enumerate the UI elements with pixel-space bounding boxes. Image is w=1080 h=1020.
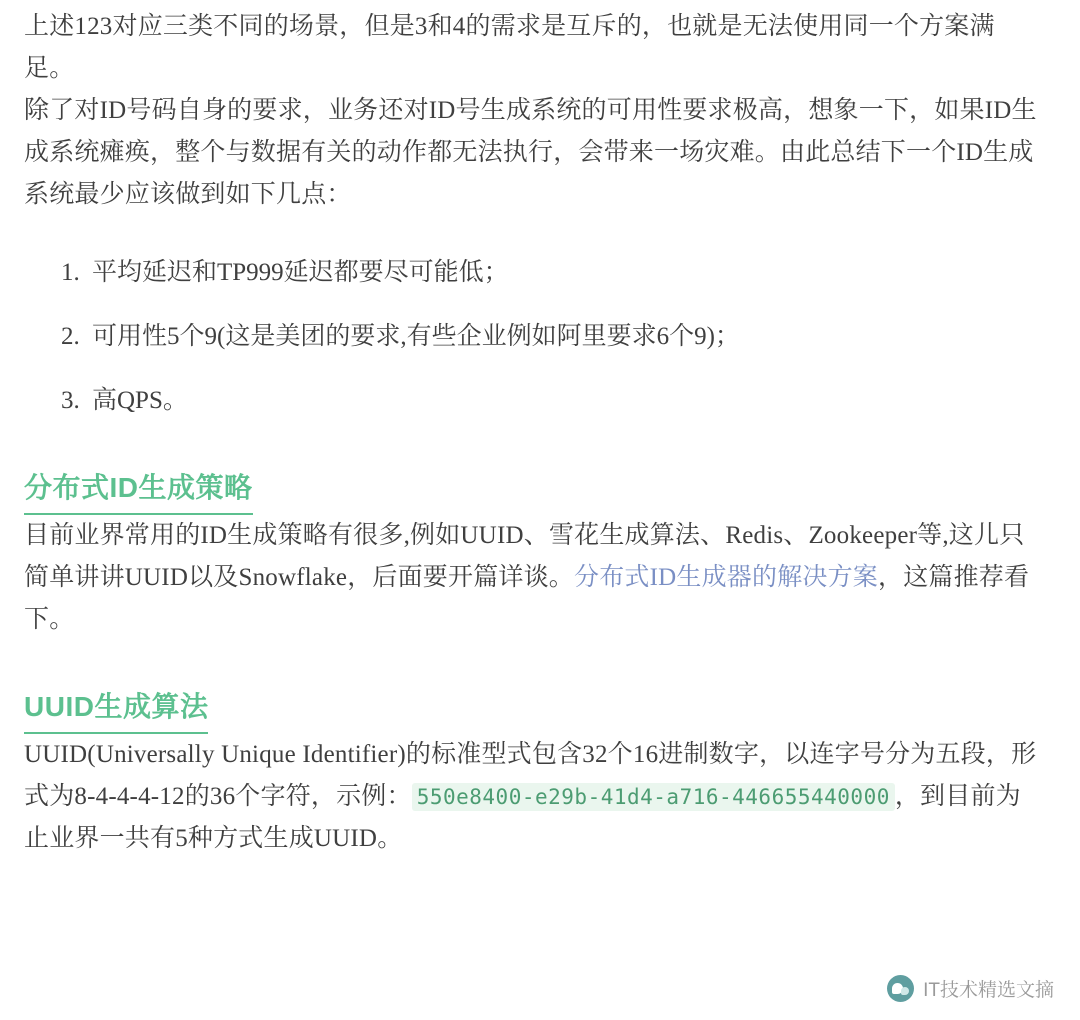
section-heading-uuid-algorithm [24, 685, 1040, 734]
paragraph-3 [24, 515, 1040, 641]
paragraph-3-part-2: ，这篇推荐看下。 [24, 564, 1030, 633]
requirements-list [24, 252, 1040, 422]
section-heading-text: UUID生成算法 [24, 685, 208, 734]
paragraph-4-part-1: UUID(Universally Unique Identifier)的标准型式包含32个16进制数字，以连字号分为五段，形式为8-4-4-4-12的36个字符，示例： [24, 741, 1037, 810]
paragraph-4-part-2: ，到目前为止业界一共有5种方式生成UUID。 [24, 783, 1021, 852]
inline-code-uuid-example: 550e8400-e29b-41d4-a716-446655440000 [412, 783, 895, 811]
paragraph-4 [24, 734, 1040, 860]
paragraph-1: 上述123对应三类不同的场景，但是3和4的需求是互斥的，也就是无法使用同一个方案满足。 [24, 13, 995, 82]
watermark-label: IT技术精选文摘 [923, 980, 1054, 1001]
list-item: 2. 可用性5个9(这是美团的要求,有些企业例如阿里要求6个9)； [86, 316, 1040, 358]
inline-link-distributed-id-solution[interactable]: 分布式ID生成器的解决方案 [574, 564, 878, 591]
watermark [887, 975, 1054, 1002]
list-item: 3. 高QPS。 [86, 380, 1040, 422]
paragraph-3-part-1: 目前业界常用的ID生成策略有很多,例如UUID、雪花生成算法、Redis、Zookeeper等,这儿只简单讲讲UUID以及Snowflake，后面要开篇详谈。 [24, 522, 1025, 591]
wechat-icon [887, 975, 914, 1002]
section-heading-text: 分布式ID生成策略 [24, 466, 253, 515]
section-heading-distributed-id-strategy [24, 466, 1040, 515]
list-item: 1. 平均延迟和TP999延迟都要尽可能低； [86, 252, 1040, 294]
paragraph-2: 除了对ID号码自身的要求，业务还对ID号生成系统的可用性要求极高，想象一下，如果ID生成系统瘫痪，整个与数据有关的动作都无法执行，会带来一场灾难。由此总结下一个ID生成系统最少应该做到如下几点： [24, 97, 1037, 208]
